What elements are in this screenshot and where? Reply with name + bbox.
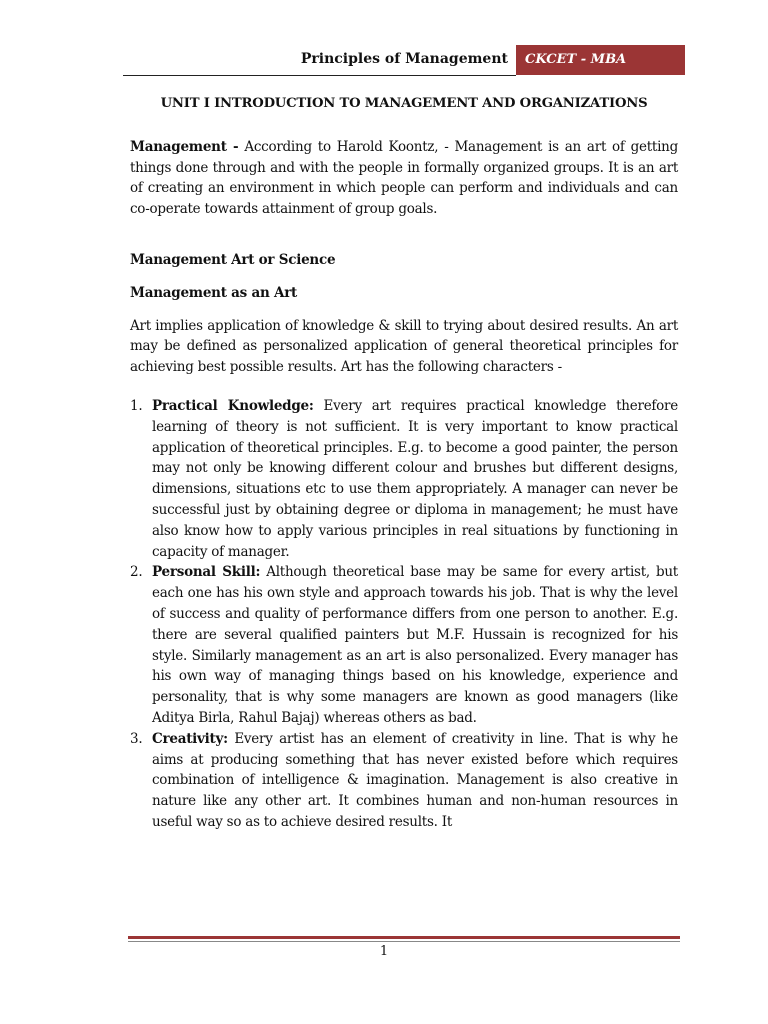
- intro-text: According to Harold Koontz, - Management is an art of getting things done through and with the people in formally organized groups. It is an art of creating an environment in which people can perform and individuals and can co-operate towards attainment of group goals.: [130, 138, 678, 218]
- list-item: [130, 729, 678, 833]
- list-item: [130, 396, 678, 562]
- header-badge: CKCET - MBA: [516, 45, 685, 75]
- list-item-text: Although theoretical base may be same for every artist, but each one has his own style and approach towards his job. That is why the level of success and quality of performance differs from one person to another. E.g. there are several qualified painters but M.F. Hussain is recognized for his style. Similarly management as an art is also personalized. Every manager has his own way of managing things based on his knowledge, experience and personality, that is why some managers are known as good managers (like Aditya Birla, Rahul Bajaj) whereas others as bad.: [152, 564, 678, 726]
- page-header: [123, 45, 685, 76]
- page-content: [130, 90, 678, 833]
- list-item-number: 2.: [130, 564, 143, 581]
- art-paragraph: Art implies application of knowledge & skill to trying about desired results. An art may be defined as personalized application of general theoretical principles for achieving best possible results. Art has the following characters -: [130, 317, 678, 376]
- list-item-term: Practical Knowledge:: [152, 397, 314, 414]
- intro-term: Management -: [130, 138, 239, 155]
- list-item: [130, 562, 678, 728]
- header-title: Principles of Management: [300, 51, 508, 67]
- list-item-text: Every art requires practical knowledge therefore learning of theory is not sufficient. It is very important to know practical application of theoretical principles. E.g. to become a good painter, the person may not only be knowing different colour and brushes but different designs, dimensions, situations etc to use them appropriately. A manager can never be successful just by obtaining degree or diploma in management; he must have also know how to apply various principles in real situations by functioning in capacity of manager.: [152, 397, 679, 560]
- header-rule: [123, 75, 516, 76]
- sub-heading: Management as an Art: [130, 284, 298, 301]
- list-item-number: 3.: [130, 730, 143, 747]
- intro-paragraph: [130, 137, 678, 220]
- footer-rule: [128, 936, 680, 942]
- list-item-term: Personal Skill:: [152, 564, 261, 581]
- list-item-term: Creativity:: [152, 730, 228, 747]
- characters-list: [130, 396, 678, 833]
- footer-rule-gray: [128, 941, 680, 942]
- list-item-text: Every artist has an element of creativity in line. That is why he aims at producing something that has never existed before which requires combination of intelligence & imagination. Management is also creative in nature like any other art. It combines human and non-human resources in useful way so as to achieve desired results. It: [152, 730, 678, 830]
- page-number: 1: [379, 944, 389, 959]
- list-item-number: 1.: [130, 397, 143, 414]
- footer-rule-red: [128, 936, 680, 939]
- section-heading: Management Art or Science: [130, 251, 336, 268]
- unit-title: UNIT I INTRODUCTION TO MANAGEMENT AND ORGANIZATIONS: [160, 96, 648, 111]
